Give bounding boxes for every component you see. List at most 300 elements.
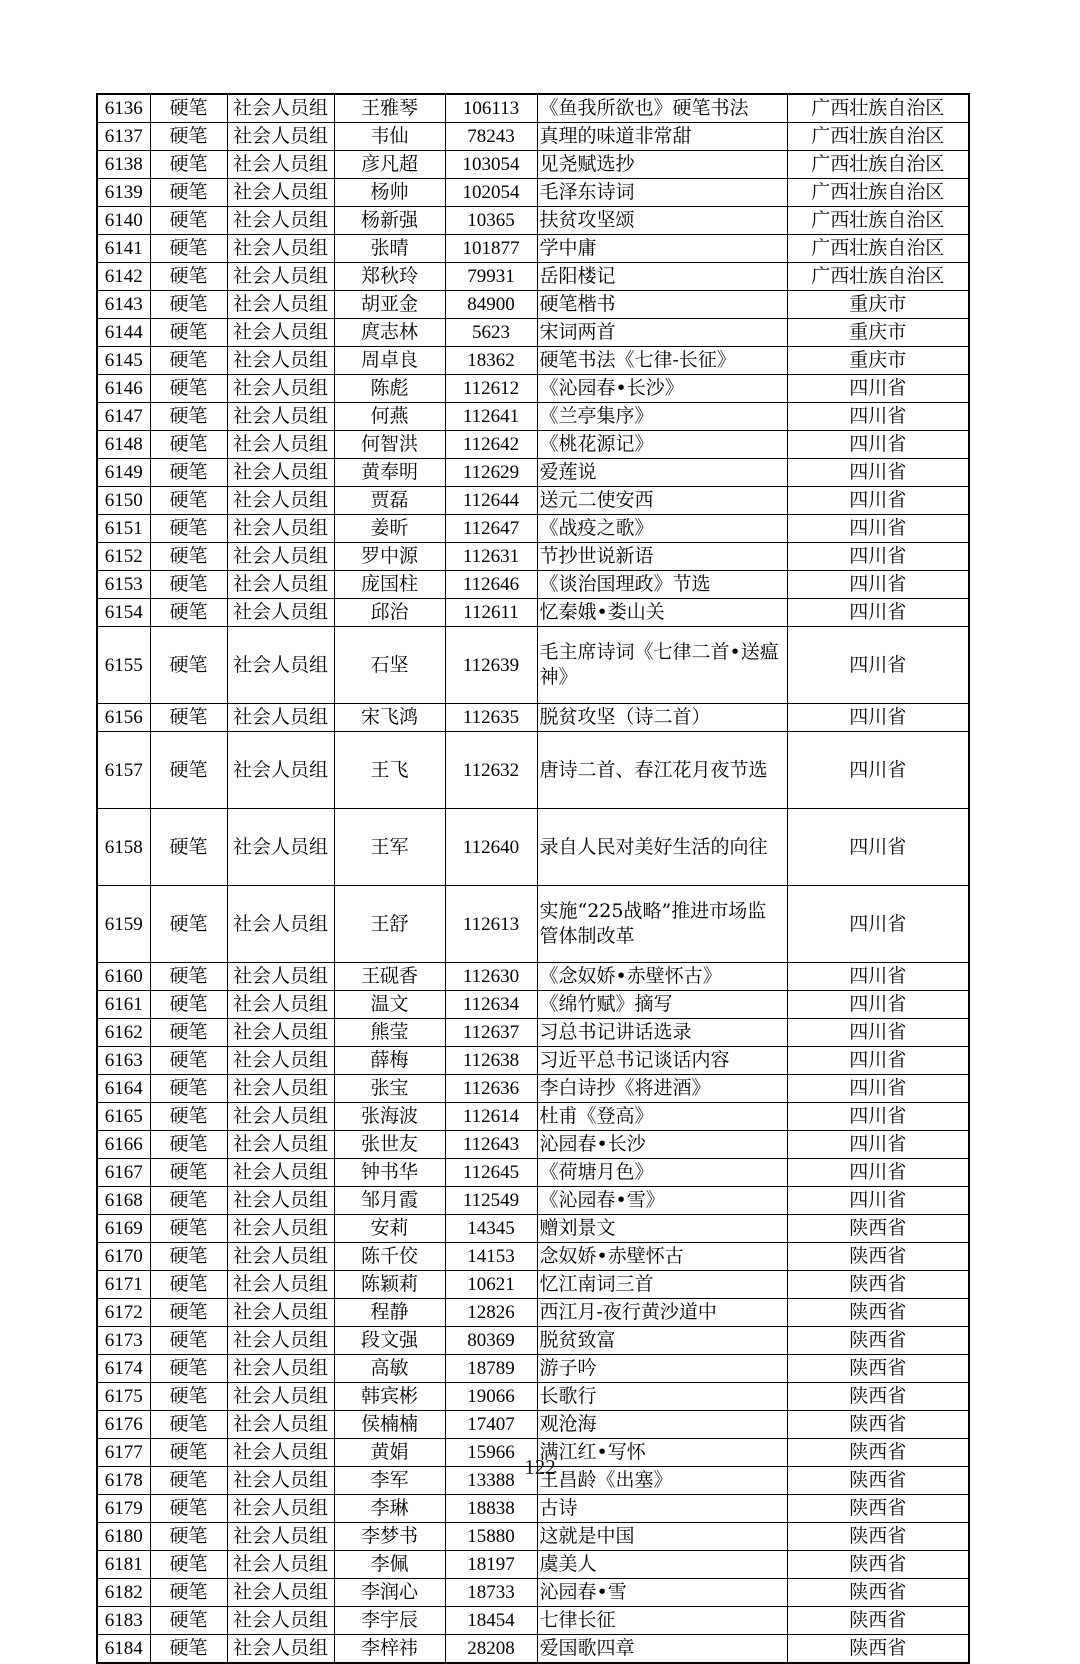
cell-group: 社会人员组	[227, 1271, 334, 1299]
cell-sequence: 6175	[97, 1383, 150, 1411]
cell-region: 广西壮族自治区	[787, 94, 969, 123]
cell-group: 社会人员组	[227, 403, 334, 431]
table-row	[97, 1327, 969, 1355]
cell-group: 社会人员组	[227, 704, 334, 732]
cell-region: 四川省	[787, 1187, 969, 1215]
cell-group: 社会人员组	[227, 263, 334, 291]
cell-code: 112613	[445, 886, 537, 963]
cell-name: 程静	[334, 1299, 445, 1327]
cell-category: 硬笔	[150, 347, 227, 375]
table-row	[97, 375, 969, 403]
cell-code: 112636	[445, 1075, 537, 1103]
cell-group: 社会人员组	[227, 1131, 334, 1159]
cell-name: 石坚	[334, 627, 445, 704]
table-row	[97, 347, 969, 375]
cell-category: 硬笔	[150, 599, 227, 627]
cell-region: 陕西省	[787, 1411, 969, 1439]
cell-region: 陕西省	[787, 1635, 969, 1664]
cell-group: 社会人员组	[227, 291, 334, 319]
cell-name: 胡亚金	[334, 291, 445, 319]
cell-code: 78243	[445, 123, 537, 151]
cell-sequence: 6158	[97, 809, 150, 886]
cell-category: 硬笔	[150, 732, 227, 809]
cell-work-title: 《战疫之歌》	[537, 515, 787, 543]
cell-category: 硬笔	[150, 1271, 227, 1299]
cell-group: 社会人员组	[227, 1439, 334, 1467]
cell-sequence: 6150	[97, 487, 150, 515]
cell-work-title: 西江月-夜行黄沙道中	[537, 1299, 787, 1327]
cell-sequence: 6165	[97, 1103, 150, 1131]
cell-work-title: 节抄世说新语	[537, 543, 787, 571]
table-row	[97, 704, 969, 732]
cell-code: 112631	[445, 543, 537, 571]
cell-name: 周卓良	[334, 347, 445, 375]
cell-category: 硬笔	[150, 459, 227, 487]
cell-group: 社会人员组	[227, 1607, 334, 1635]
table-row	[97, 963, 969, 991]
cell-group: 社会人员组	[227, 571, 334, 599]
cell-code: 18838	[445, 1495, 537, 1523]
cell-sequence: 6148	[97, 431, 150, 459]
cell-work-title: 硬笔书法《七律-长征》	[537, 347, 787, 375]
table-row	[97, 291, 969, 319]
cell-group: 社会人员组	[227, 1243, 334, 1271]
cell-group: 社会人员组	[227, 487, 334, 515]
cell-name: 陈彪	[334, 375, 445, 403]
cell-code: 13388	[445, 1467, 537, 1495]
cell-group: 社会人员组	[227, 1523, 334, 1551]
cell-sequence: 6156	[97, 704, 150, 732]
cell-sequence: 6139	[97, 179, 150, 207]
cell-work-title: 满江红•写怀	[537, 1439, 787, 1467]
cell-name: 李宇辰	[334, 1607, 445, 1635]
cell-category: 硬笔	[150, 627, 227, 704]
cell-region: 四川省	[787, 599, 969, 627]
cell-category: 硬笔	[150, 1355, 227, 1383]
cell-sequence: 6144	[97, 319, 150, 347]
table-row	[97, 1131, 969, 1159]
cell-region: 广西壮族自治区	[787, 123, 969, 151]
cell-region: 重庆市	[787, 319, 969, 347]
cell-group: 社会人员组	[227, 1579, 334, 1607]
table-row	[97, 319, 969, 347]
page-number: 122	[524, 1455, 556, 1479]
cell-name: 姜昕	[334, 515, 445, 543]
cell-group: 社会人员组	[227, 1495, 334, 1523]
cell-category: 硬笔	[150, 1467, 227, 1495]
cell-work-title: 真理的味道非常甜	[537, 123, 787, 151]
cell-region: 四川省	[787, 1075, 969, 1103]
cell-work-title: 沁园春•雪	[537, 1579, 787, 1607]
cell-category: 硬笔	[150, 1523, 227, 1551]
table-row	[97, 1047, 969, 1075]
cell-work-title: 脱贫攻坚（诗二首）	[537, 704, 787, 732]
cell-work-title: 沁园春•长沙	[537, 1131, 787, 1159]
table-row	[97, 571, 969, 599]
cell-region: 广西壮族自治区	[787, 207, 969, 235]
cell-region: 四川省	[787, 963, 969, 991]
cell-group: 社会人员组	[227, 1327, 334, 1355]
cell-code: 101877	[445, 235, 537, 263]
cell-category: 硬笔	[150, 487, 227, 515]
table-row	[97, 1383, 969, 1411]
cell-code: 112612	[445, 375, 537, 403]
table-row	[97, 1075, 969, 1103]
cell-category: 硬笔	[150, 1607, 227, 1635]
cell-name: 高敏	[334, 1355, 445, 1383]
cell-region: 陕西省	[787, 1243, 969, 1271]
cell-work-title: 《荷塘月色》	[537, 1159, 787, 1187]
cell-region: 广西壮族自治区	[787, 179, 969, 207]
cell-work-title: 虞美人	[537, 1551, 787, 1579]
cell-region: 四川省	[787, 991, 969, 1019]
table-row	[97, 235, 969, 263]
cell-group: 社会人员组	[227, 151, 334, 179]
cell-region: 陕西省	[787, 1215, 969, 1243]
cell-work-title: 爱莲说	[537, 459, 787, 487]
cell-category: 硬笔	[150, 1187, 227, 1215]
cell-work-title: 唐诗二首、春江花月夜节选	[537, 732, 787, 809]
cell-name: 王雅琴	[334, 94, 445, 123]
cell-work-title: 忆秦娥•娄山关	[537, 599, 787, 627]
cell-region: 陕西省	[787, 1523, 969, 1551]
roster-table-container	[96, 93, 968, 1664]
cell-name: 李润心	[334, 1579, 445, 1607]
cell-code: 112642	[445, 431, 537, 459]
cell-group: 社会人员组	[227, 235, 334, 263]
cell-sequence: 6149	[97, 459, 150, 487]
table-row	[97, 1299, 969, 1327]
cell-sequence: 6160	[97, 963, 150, 991]
cell-code: 10621	[445, 1271, 537, 1299]
cell-code: 79931	[445, 263, 537, 291]
cell-sequence: 6137	[97, 123, 150, 151]
table-row	[97, 886, 969, 963]
cell-category: 硬笔	[150, 1383, 227, 1411]
table-row	[97, 543, 969, 571]
cell-code: 10365	[445, 207, 537, 235]
cell-code: 15880	[445, 1523, 537, 1551]
cell-group: 社会人员组	[227, 963, 334, 991]
cell-category: 硬笔	[150, 1075, 227, 1103]
cell-name: 罗中源	[334, 543, 445, 571]
cell-region: 重庆市	[787, 347, 969, 375]
cell-name: 温文	[334, 991, 445, 1019]
table-row	[97, 263, 969, 291]
table-row	[97, 1215, 969, 1243]
cell-code: 112647	[445, 515, 537, 543]
cell-group: 社会人员组	[227, 1467, 334, 1495]
cell-group: 社会人员组	[227, 1047, 334, 1075]
cell-code: 5623	[445, 319, 537, 347]
cell-sequence: 6145	[97, 347, 150, 375]
cell-work-title: 《鱼我所欲也》硬笔书法	[537, 94, 787, 123]
cell-group: 社会人员组	[227, 179, 334, 207]
cell-name: 李梦书	[334, 1523, 445, 1551]
cell-work-title: 宋词两首	[537, 319, 787, 347]
table-row	[97, 1523, 969, 1551]
cell-code: 84900	[445, 291, 537, 319]
cell-work-title: 杜甫《登高》	[537, 1103, 787, 1131]
cell-sequence: 6147	[97, 403, 150, 431]
cell-group: 社会人员组	[227, 1215, 334, 1243]
cell-work-title: 见尧赋选抄	[537, 151, 787, 179]
cell-category: 硬笔	[150, 1243, 227, 1271]
cell-name: 庞国柱	[334, 571, 445, 599]
cell-code: 28208	[445, 1635, 537, 1664]
cell-sequence: 6162	[97, 1019, 150, 1047]
cell-category: 硬笔	[150, 235, 227, 263]
cell-group: 社会人员组	[227, 1019, 334, 1047]
table-row	[97, 1411, 969, 1439]
cell-category: 硬笔	[150, 1159, 227, 1187]
cell-code: 14153	[445, 1243, 537, 1271]
cell-name: 韦仙	[334, 123, 445, 151]
cell-group: 社会人员组	[227, 599, 334, 627]
cell-region: 重庆市	[787, 291, 969, 319]
cell-code: 102054	[445, 179, 537, 207]
table-row	[97, 627, 969, 704]
cell-sequence: 6172	[97, 1299, 150, 1327]
cell-region: 四川省	[787, 403, 969, 431]
cell-name: 王飞	[334, 732, 445, 809]
cell-work-title: 观沧海	[537, 1411, 787, 1439]
cell-code: 112549	[445, 1187, 537, 1215]
cell-sequence: 6136	[97, 94, 150, 123]
cell-group: 社会人员组	[227, 1411, 334, 1439]
cell-category: 硬笔	[150, 963, 227, 991]
cell-group: 社会人员组	[227, 123, 334, 151]
cell-region: 陕西省	[787, 1355, 969, 1383]
cell-category: 硬笔	[150, 1579, 227, 1607]
cell-group: 社会人员组	[227, 886, 334, 963]
cell-sequence: 6168	[97, 1187, 150, 1215]
cell-group: 社会人员组	[227, 515, 334, 543]
cell-category: 硬笔	[150, 543, 227, 571]
cell-work-title: 扶贫攻坚颂	[537, 207, 787, 235]
cell-region: 陕西省	[787, 1299, 969, 1327]
cell-category: 硬笔	[150, 1439, 227, 1467]
table-row	[97, 732, 969, 809]
cell-code: 112637	[445, 1019, 537, 1047]
table-row	[97, 1607, 969, 1635]
cell-code: 106113	[445, 94, 537, 123]
cell-name: 张海波	[334, 1103, 445, 1131]
cell-name: 王砚香	[334, 963, 445, 991]
cell-code: 112644	[445, 487, 537, 515]
cell-sequence: 6164	[97, 1075, 150, 1103]
cell-work-title: 录自人民对美好生活的向往	[537, 809, 787, 886]
cell-category: 硬笔	[150, 1103, 227, 1131]
cell-work-title: 《绵竹赋》摘写	[537, 991, 787, 1019]
cell-name: 郑秋玲	[334, 263, 445, 291]
cell-category: 硬笔	[150, 179, 227, 207]
table-row	[97, 123, 969, 151]
table-row	[97, 1495, 969, 1523]
cell-name: 侯楠楠	[334, 1411, 445, 1439]
cell-region: 四川省	[787, 571, 969, 599]
cell-code: 112611	[445, 599, 537, 627]
cell-work-title: 脱贫致富	[537, 1327, 787, 1355]
cell-sequence: 6167	[97, 1159, 150, 1187]
cell-region: 广西壮族自治区	[787, 151, 969, 179]
cell-category: 硬笔	[150, 1495, 227, 1523]
table-row	[97, 1355, 969, 1383]
cell-category: 硬笔	[150, 886, 227, 963]
cell-region: 四川省	[787, 809, 969, 886]
cell-name: 杨帅	[334, 179, 445, 207]
cell-work-title: 《念奴娇•赤壁怀古》	[537, 963, 787, 991]
cell-group: 社会人员组	[227, 543, 334, 571]
cell-work-title: 实施“225战略”推进市场监管体制改革	[537, 886, 787, 963]
cell-group: 社会人员组	[227, 991, 334, 1019]
cell-region: 四川省	[787, 543, 969, 571]
cell-group: 社会人员组	[227, 732, 334, 809]
table-row	[97, 487, 969, 515]
table-row	[97, 1159, 969, 1187]
cell-group: 社会人员组	[227, 94, 334, 123]
cell-sequence: 6170	[97, 1243, 150, 1271]
cell-category: 硬笔	[150, 991, 227, 1019]
cell-region: 陕西省	[787, 1467, 969, 1495]
cell-name: 贾磊	[334, 487, 445, 515]
table-row	[97, 1019, 969, 1047]
cell-group: 社会人员组	[227, 431, 334, 459]
cell-category: 硬笔	[150, 1635, 227, 1664]
cell-code: 18362	[445, 347, 537, 375]
cell-region: 广西壮族自治区	[787, 235, 969, 263]
cell-name: 李梓祎	[334, 1635, 445, 1664]
table-row	[97, 179, 969, 207]
table-row	[97, 1243, 969, 1271]
cell-sequence: 6178	[97, 1467, 150, 1495]
table-row	[97, 207, 969, 235]
cell-code: 112645	[445, 1159, 537, 1187]
cell-category: 硬笔	[150, 1047, 227, 1075]
cell-name: 张晴	[334, 235, 445, 263]
table-row	[97, 1579, 969, 1607]
cell-work-title: 习总书记讲话选录	[537, 1019, 787, 1047]
cell-region: 四川省	[787, 1047, 969, 1075]
cell-sequence: 6157	[97, 732, 150, 809]
cell-sequence: 6155	[97, 627, 150, 704]
cell-code: 112639	[445, 627, 537, 704]
cell-sequence: 6152	[97, 543, 150, 571]
cell-category: 硬笔	[150, 94, 227, 123]
cell-sequence: 6171	[97, 1271, 150, 1299]
cell-group: 社会人员组	[227, 319, 334, 347]
table-row	[97, 991, 969, 1019]
cell-group: 社会人员组	[227, 809, 334, 886]
cell-name: 钟书华	[334, 1159, 445, 1187]
table-row	[97, 151, 969, 179]
cell-sequence: 6141	[97, 235, 150, 263]
cell-category: 硬笔	[150, 431, 227, 459]
cell-name: 王军	[334, 809, 445, 886]
cell-code: 112646	[445, 571, 537, 599]
cell-code: 112638	[445, 1047, 537, 1075]
cell-work-title: 赠刘景文	[537, 1215, 787, 1243]
cell-category: 硬笔	[150, 263, 227, 291]
cell-region: 陕西省	[787, 1439, 969, 1467]
cell-code: 112641	[445, 403, 537, 431]
cell-group: 社会人员组	[227, 207, 334, 235]
cell-category: 硬笔	[150, 809, 227, 886]
cell-code: 112634	[445, 991, 537, 1019]
cell-category: 硬笔	[150, 515, 227, 543]
cell-sequence: 6138	[97, 151, 150, 179]
cell-group: 社会人员组	[227, 1355, 334, 1383]
cell-sequence: 6180	[97, 1523, 150, 1551]
cell-work-title: 《兰亭集序》	[537, 403, 787, 431]
cell-work-title: 古诗	[537, 1495, 787, 1523]
cell-name: 韩宾彬	[334, 1383, 445, 1411]
cell-work-title: 毛泽东诗词	[537, 179, 787, 207]
cell-code: 80369	[445, 1327, 537, 1355]
cell-code: 14345	[445, 1215, 537, 1243]
cell-work-title: 李白诗抄《将进酒》	[537, 1075, 787, 1103]
cell-region: 陕西省	[787, 1383, 969, 1411]
cell-name: 王舒	[334, 886, 445, 963]
cell-group: 社会人员组	[227, 1383, 334, 1411]
cell-work-title: 习近平总书记谈话内容	[537, 1047, 787, 1075]
cell-category: 硬笔	[150, 375, 227, 403]
table-row	[97, 403, 969, 431]
cell-sequence: 6151	[97, 515, 150, 543]
cell-name: 何智洪	[334, 431, 445, 459]
cell-work-title: 毛主席诗词《七律二首•送瘟神》	[537, 627, 787, 704]
table-row	[97, 1103, 969, 1131]
cell-work-title: 学中庸	[537, 235, 787, 263]
cell-code: 18197	[445, 1551, 537, 1579]
cell-work-title: 念奴娇•赤壁怀古	[537, 1243, 787, 1271]
cell-sequence: 6166	[97, 1131, 150, 1159]
cell-category: 硬笔	[150, 123, 227, 151]
cell-group: 社会人员组	[227, 1103, 334, 1131]
table-row	[97, 1271, 969, 1299]
cell-sequence: 6143	[97, 291, 150, 319]
cell-sequence: 6163	[97, 1047, 150, 1075]
cell-code: 12826	[445, 1299, 537, 1327]
cell-sequence: 6169	[97, 1215, 150, 1243]
cell-category: 硬笔	[150, 1299, 227, 1327]
cell-work-title: 《桃花源记》	[537, 431, 787, 459]
cell-group: 社会人员组	[227, 1159, 334, 1187]
cell-category: 硬笔	[150, 207, 227, 235]
cell-name: 安莉	[334, 1215, 445, 1243]
cell-work-title: 岳阳楼记	[537, 263, 787, 291]
cell-sequence: 6173	[97, 1327, 150, 1355]
cell-sequence: 6177	[97, 1439, 150, 1467]
cell-category: 硬笔	[150, 704, 227, 732]
cell-sequence: 6159	[97, 886, 150, 963]
cell-name: 何燕	[334, 403, 445, 431]
cell-region: 陕西省	[787, 1607, 969, 1635]
cell-name: 段文强	[334, 1327, 445, 1355]
cell-work-title: 《谈治国理政》节选	[537, 571, 787, 599]
cell-region: 四川省	[787, 515, 969, 543]
cell-group: 社会人员组	[227, 1187, 334, 1215]
cell-work-title: 长歌行	[537, 1383, 787, 1411]
cell-region: 陕西省	[787, 1551, 969, 1579]
table-row	[97, 1635, 969, 1664]
cell-region: 四川省	[787, 732, 969, 809]
cell-code: 112632	[445, 732, 537, 809]
cell-region: 陕西省	[787, 1579, 969, 1607]
cell-work-title: 送元二使安西	[537, 487, 787, 515]
cell-code: 18789	[445, 1355, 537, 1383]
cell-name: 薛梅	[334, 1047, 445, 1075]
